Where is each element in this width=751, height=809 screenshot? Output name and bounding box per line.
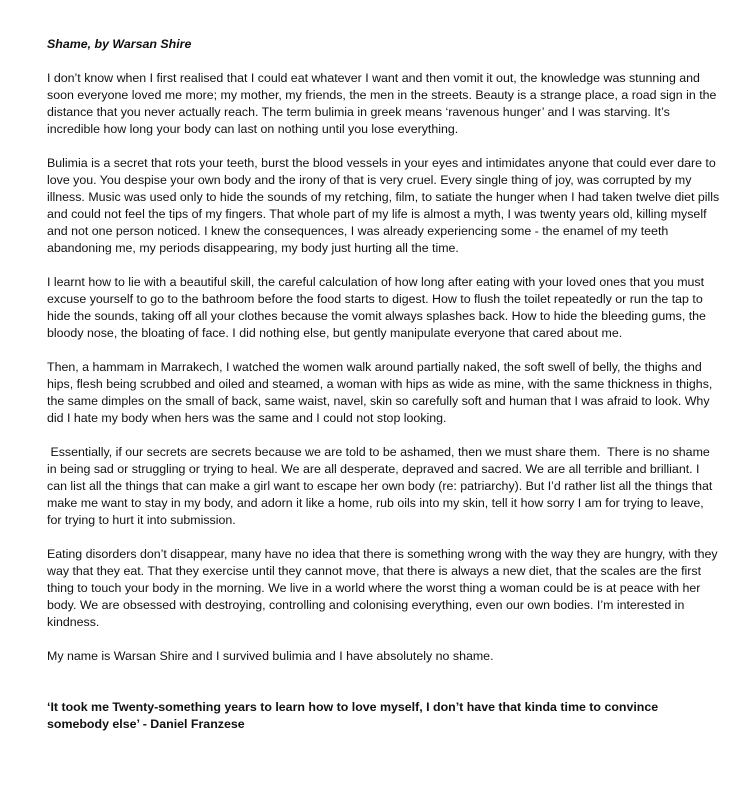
paragraph-7: My name is Warsan Shire and I survived bulimia and I have absolutely no shame. [47, 649, 494, 663]
paragraph-1: I don’t know when I first realised that I could eat whatever I want and then vomit it out, the knowledge was stunning and soon everyone loved me more; my mother, my friends, the men in the streets. Beauty is a strange place, a road sign in the distance that you never actually reach. The term bulimia in greek means ‘ravenous hunger’ and I was starving. It’s incredible how long your body can last on nothing until you lose everything. [47, 71, 720, 136]
paragraph-6: Eating disorders don’t disappear, many have no idea that there is something wrong with the way they are hungry, with they way that they eat. That they exercise until they cannot move, that there is always a new diet, that the scales are the first thing to touch your body in the morning. We live in a world where the worst thing a woman could be is at peace with her body. We are obsessed with destroying, controlling and colonising everything, even our own bodies. I’m interested in kindness. [47, 547, 722, 629]
paragraph-5: Essentially, if our secrets are secrets because we are told to be ashamed, then we must share them. There is no shame in being sad or struggling or trying to heal. We are all desperate, depraved and sacred. We are all terrible and brilliant. I can list all the things that can make a girl want to escape her own body (re: patriarchy). But I’d rather list all the things that make me want to stay in my body, and adorn it like a home, rub oils into my skin, tell it how sorry I am for trying to leave, for trying to hurt it into submission. [47, 445, 716, 527]
paragraph-2: Bulimia is a secret that rots your teeth, burst the blood vessels in your eyes and intimidates anyone that could ever dare to love you. You despise your own body and the irony of that is very cruel. Every single thing of joy, was corrupted by my illness. Music was used only to hide the sounds of my retching, film, to satiate the hunger when I had taken twelve diet pills and could not feel the tips of my fingers. That whole part of my life is almost a myth, I was twenty years old, killing myself and not one person noticed. I knew the consequences, I was already experiencing some - the enamel of my teeth abandoning me, my periods disappearing, my body just hurting all the time. [47, 156, 723, 255]
closing-quote: ‘It took me Twenty-something years to learn how to love myself, I don’t have that kinda time to convince somebody else’ - Daniel Franzese [47, 700, 659, 731]
paragraph-3: I learnt how to lie with a beautiful skill, the careful calculation of how long after eating with your loved ones that you must excuse yourself to go to the bathroom before the food starts to digest. How to flush the toilet repeatedly or run the tap to hide the sounds, taking off all your clothes because the vomit always splashes back. How to hide the bleeding gums, the bloody nose, the bloating of face. I did nothing else, but gently manipulate everyone that cared about me. [47, 275, 710, 340]
document-title: Shame, by Warsan Shire [47, 37, 192, 51]
paragraph-4: Then, a hammam in Marrakech, I watched the women walk around partially naked, the soft swell of belly, the thighs and hips, flesh being scrubbed and oiled and steamed, a woman with hips as wide as mine, with the same thickness in thighs, the same dimples on the small of back, same waist, navel, skin so carefully soft and human that I was afraid to look. Why did I hate my body when hers was the same and I could not stop looking. [47, 360, 716, 425]
